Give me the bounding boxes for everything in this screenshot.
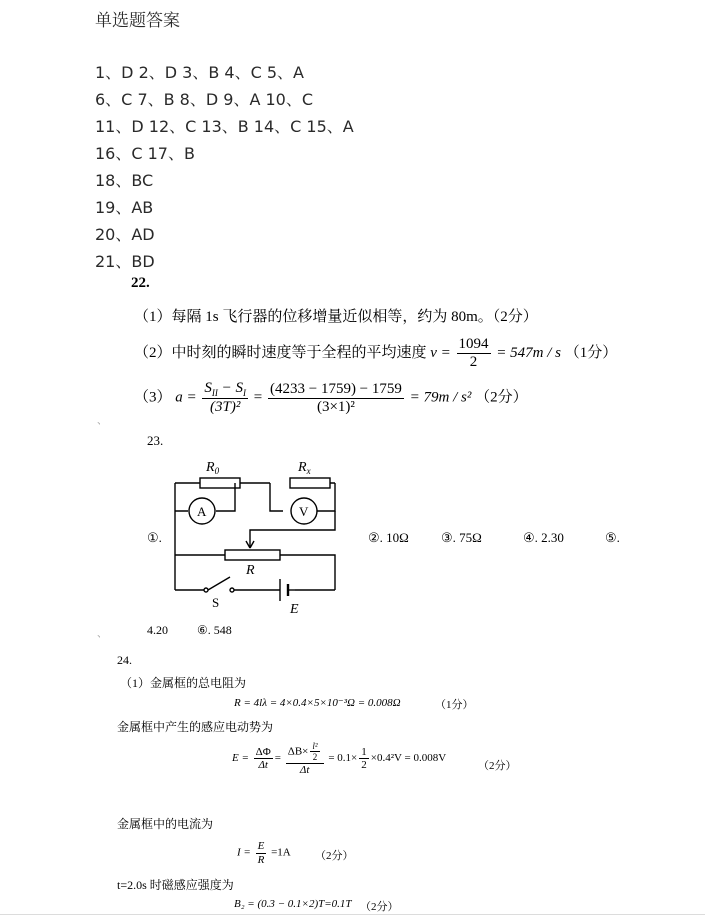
q22-part3-numerator1 xyxy=(202,380,248,399)
separator-mark-2: 、 xyxy=(97,629,107,640)
q24-eq2-E: E = xyxy=(232,752,249,765)
q24-eq2-frac2-num xyxy=(286,741,324,764)
q24-eq2-tail1: = 0.1× xyxy=(328,752,358,765)
q22-part3-denominator1: (3T)² xyxy=(210,399,241,416)
l2-over-2 xyxy=(310,741,319,763)
q24-eq2-score: （2分） xyxy=(478,760,517,772)
q22-part2-numerator: 1094 xyxy=(457,336,491,354)
q24-eq3-I: I = xyxy=(237,846,251,859)
q22-part3-numerator2: (4233 − 1759) − 1759 xyxy=(268,381,404,399)
half-num: 1 xyxy=(361,745,367,758)
q24-eq4-score: （2分） xyxy=(360,901,399,913)
r0-resistor xyxy=(200,478,240,488)
q23-label: 23. xyxy=(147,433,164,448)
ammeter-label: A xyxy=(197,504,207,519)
q22-part2-fraction xyxy=(457,336,491,372)
answer-line-4: 16、C 17、B xyxy=(95,144,195,163)
answer-line-7: 20、AD xyxy=(95,225,155,244)
q22-part3-fraction2 xyxy=(268,381,404,417)
q24-label: 24. xyxy=(117,653,132,667)
switch-contact xyxy=(230,588,234,592)
q23-item2: ②. 10Ω xyxy=(368,530,409,545)
q22-part3-prefix: （3） xyxy=(134,389,172,406)
q24-p2: 金属框中产生的感应电动势为 xyxy=(117,720,274,734)
q24-eq3-score: （2分） xyxy=(315,850,354,862)
q23-item5: ⑤. xyxy=(605,530,620,545)
battery-label: E xyxy=(290,602,299,615)
q24-eq2-frac1-num: ΔΦ xyxy=(255,745,271,758)
switch-label: S xyxy=(212,595,220,610)
switch-pivot xyxy=(204,588,208,592)
q22-part3-fraction1 xyxy=(202,380,248,417)
q24-p4: t=2.0s 时磁感应强度为 xyxy=(117,878,234,892)
q24-eq3-num: E xyxy=(257,840,265,852)
q24-eq3 xyxy=(237,840,291,866)
q22-part2-result: = 547m / s xyxy=(496,345,562,362)
q24-eq2-frac2 xyxy=(286,741,324,776)
q24-p1: （1）金属框的总电阻为 xyxy=(120,676,247,690)
half-den: 2 xyxy=(361,759,367,772)
q24-p3: 金属框中的电流为 xyxy=(117,817,214,831)
answer-line-3: 11、D 12、C 13、B 14、C 15、A xyxy=(95,117,354,136)
q24-eq2-frac1 xyxy=(254,746,273,772)
q22-part2-v: v = xyxy=(430,345,451,362)
q24-eq1-score: （1分） xyxy=(435,699,474,711)
q24-eq3-frac xyxy=(256,840,267,866)
q22-part2-prefix: （2）中时刻的瞬时速度等于全程的平均速度 xyxy=(134,345,427,362)
q22-part3-equals: = xyxy=(253,389,263,406)
delta-b-symbol: ΔB× xyxy=(287,745,309,758)
q24-eq2-frac2-den: Δt xyxy=(299,763,310,776)
q22-part3-result: = 79m / s² xyxy=(409,389,472,406)
q23-item4: ④. 2.30 xyxy=(523,530,564,545)
answer-line-2: 6、C 7、B 8、D 9、A 10、C xyxy=(95,90,314,109)
answer-line-6: 19、AB xyxy=(95,198,154,217)
circuit-diagram xyxy=(170,455,345,615)
q22-part2 xyxy=(134,336,617,372)
page-bottom-border xyxy=(0,914,705,915)
minus-s-symbol: − S xyxy=(217,380,244,396)
s-sub-I: I xyxy=(243,388,247,398)
page-title: 单选题答案 xyxy=(95,11,180,31)
s-symbol: S xyxy=(204,380,212,396)
l-squared: l² xyxy=(312,741,318,751)
bottom-wire xyxy=(175,577,335,590)
separator-mark: 、 xyxy=(97,416,107,427)
q22-part3-a: a = xyxy=(175,389,197,406)
q24-eq1: R = 4lλ = 4×0.4×5×10⁻³Ω = 0.008Ω xyxy=(234,697,401,709)
two: 2 xyxy=(312,752,318,763)
q22-part3 xyxy=(134,380,528,417)
q24-eq2-frac1-den: Δt xyxy=(258,759,268,772)
q24-eq3-tail: =1A xyxy=(271,846,291,859)
q23-cont2: ⑥. 548 xyxy=(197,623,232,637)
answer-line-5: 18、BC xyxy=(95,171,154,190)
q24-eq3-den: R xyxy=(257,853,265,866)
q22-part1: （1）每隔 1s 飞行器的位移增量近似相等，约为 80m。（2分） xyxy=(134,309,538,325)
q22-part3-denominator2: (3×1)² xyxy=(316,398,355,415)
q23-item3: ③. 75Ω xyxy=(441,530,482,545)
rheostat-label: R xyxy=(246,563,255,578)
s-sub-II: II xyxy=(211,388,218,398)
q22-part2-score: （1分） xyxy=(564,345,618,362)
q24-eq4: B₂ = (0.3 − 0.1×2)T=0.1T xyxy=(234,898,352,910)
q22-part3-score: （2分） xyxy=(475,389,528,406)
q23-cont1: 4.20 xyxy=(147,623,168,637)
r0-label: $R_0$ xyxy=(206,460,220,476)
q22-part2-denominator: 2 xyxy=(469,354,478,371)
rheostat-resistor xyxy=(225,550,280,560)
q24-eq2-tail2: ×0.4²V = 0.008V xyxy=(370,752,447,765)
q22-label: 22. xyxy=(131,275,150,291)
rx-resistor xyxy=(290,478,330,488)
voltmeter-label: V xyxy=(299,504,309,519)
q23-item1: ①. xyxy=(147,530,162,545)
q24-eq2: E = $\frac{\Delta\Phi}{\Delta t}$ = ΔB× $\frac{\text{l²}}{2}$ Δt = 0.1× $\frac{1}{2}$ ×0.4²V = 0.008V xyxy=(232,741,447,776)
answer-line-1: 1、D 2、D 3、B 4、C 5、A xyxy=(95,63,304,82)
answer-line-8: 21、BD xyxy=(95,252,155,271)
rx-label: $R_x$ xyxy=(298,460,311,476)
q24-eq2-half xyxy=(359,746,369,772)
